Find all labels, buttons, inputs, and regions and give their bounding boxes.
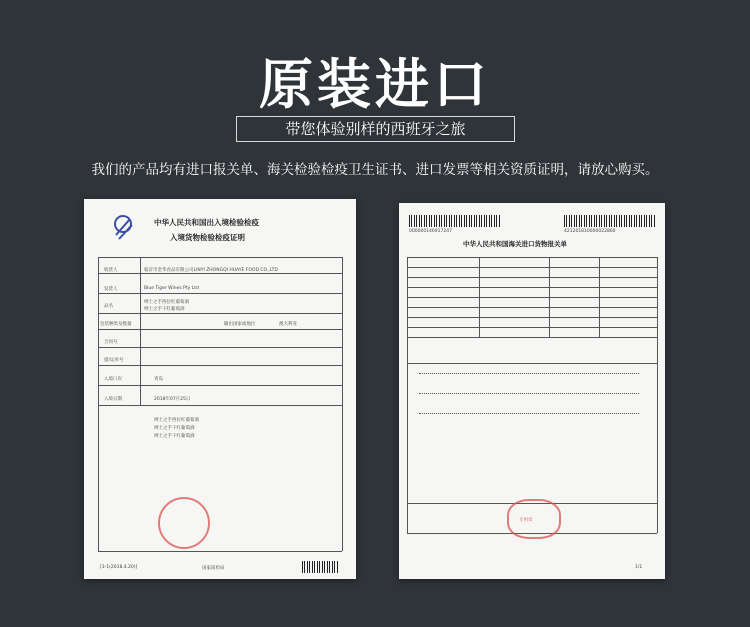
row-label-consignee: 收货人 [104,268,118,273]
row-label-package: 包装种类及数量 [100,322,132,327]
line-item-1: 绅士之手西拉红葡萄酒 [154,418,199,423]
origin-label: 输出国家或地区 [224,322,256,327]
page-number: 1/1 [635,565,643,570]
row-label-shipper: 发货人 [104,287,118,292]
customs-declaration-image [399,203,665,579]
row-label-port: 入境口岸 [104,377,122,382]
barcode-left [409,215,501,227]
agency-name: 国家质检局 [202,566,225,571]
official-seal [158,497,210,549]
line-item-3: 绅士之手干红葡萄酒 [154,434,195,439]
row-label-date: 入境日期 [104,397,122,402]
page-title: 原装进口 [259,53,491,116]
product-line-1: 绅士之手西拉红葡萄酒 [144,300,189,305]
product-line-2: 绅士之手干红葡萄酒 [144,307,185,312]
row-label-contract: 合同号 [104,340,118,345]
consignee-value: 临沂市金华食品有限公司LINYI ZHONGQI HUAYE FOOD CO.,LTD [144,268,278,273]
row-label-bill: 提/运单号 [104,358,124,363]
cert-title-2: 入境货物检验检疫证明 [170,233,245,242]
form-number: [3-1(2018.4.20)] [100,565,138,570]
date-value: 2018年07月25日 [154,397,191,402]
cert-title-1: 中华人民共和国出入境检验检疫 [154,218,259,227]
description-text: 我们的产品均有进口报关单、海关检验检疫卫生证书、进口发票等相关资质证明，请放心购买。 [91,162,659,178]
subtitle-box [236,116,515,142]
subtitle-text: 带您体验别样的西班牙之旅 [285,120,466,138]
shipper-value: Blue Tiger Wines Pty Ltd [144,286,199,291]
origin-value: 澳大利亚 [279,322,297,327]
customs-seal [507,499,561,539]
row-label-product: 品名 [104,304,113,309]
barcode-right-number: 421201810000022800 [564,229,616,234]
port-value: 青岛 [154,377,163,382]
line-item-2: 绅士之手干红葡萄酒 [154,426,195,431]
inspection-certificate-image [84,199,356,579]
barcode-right [564,215,656,227]
ciq-logo-icon [110,213,136,243]
barcode [302,561,338,573]
declaration-title: 中华人民共和国海关进口货物报关单 [463,240,567,248]
barcode-left-number: 000000146917247 [409,229,452,234]
seal-text: 专用章 [519,518,533,523]
